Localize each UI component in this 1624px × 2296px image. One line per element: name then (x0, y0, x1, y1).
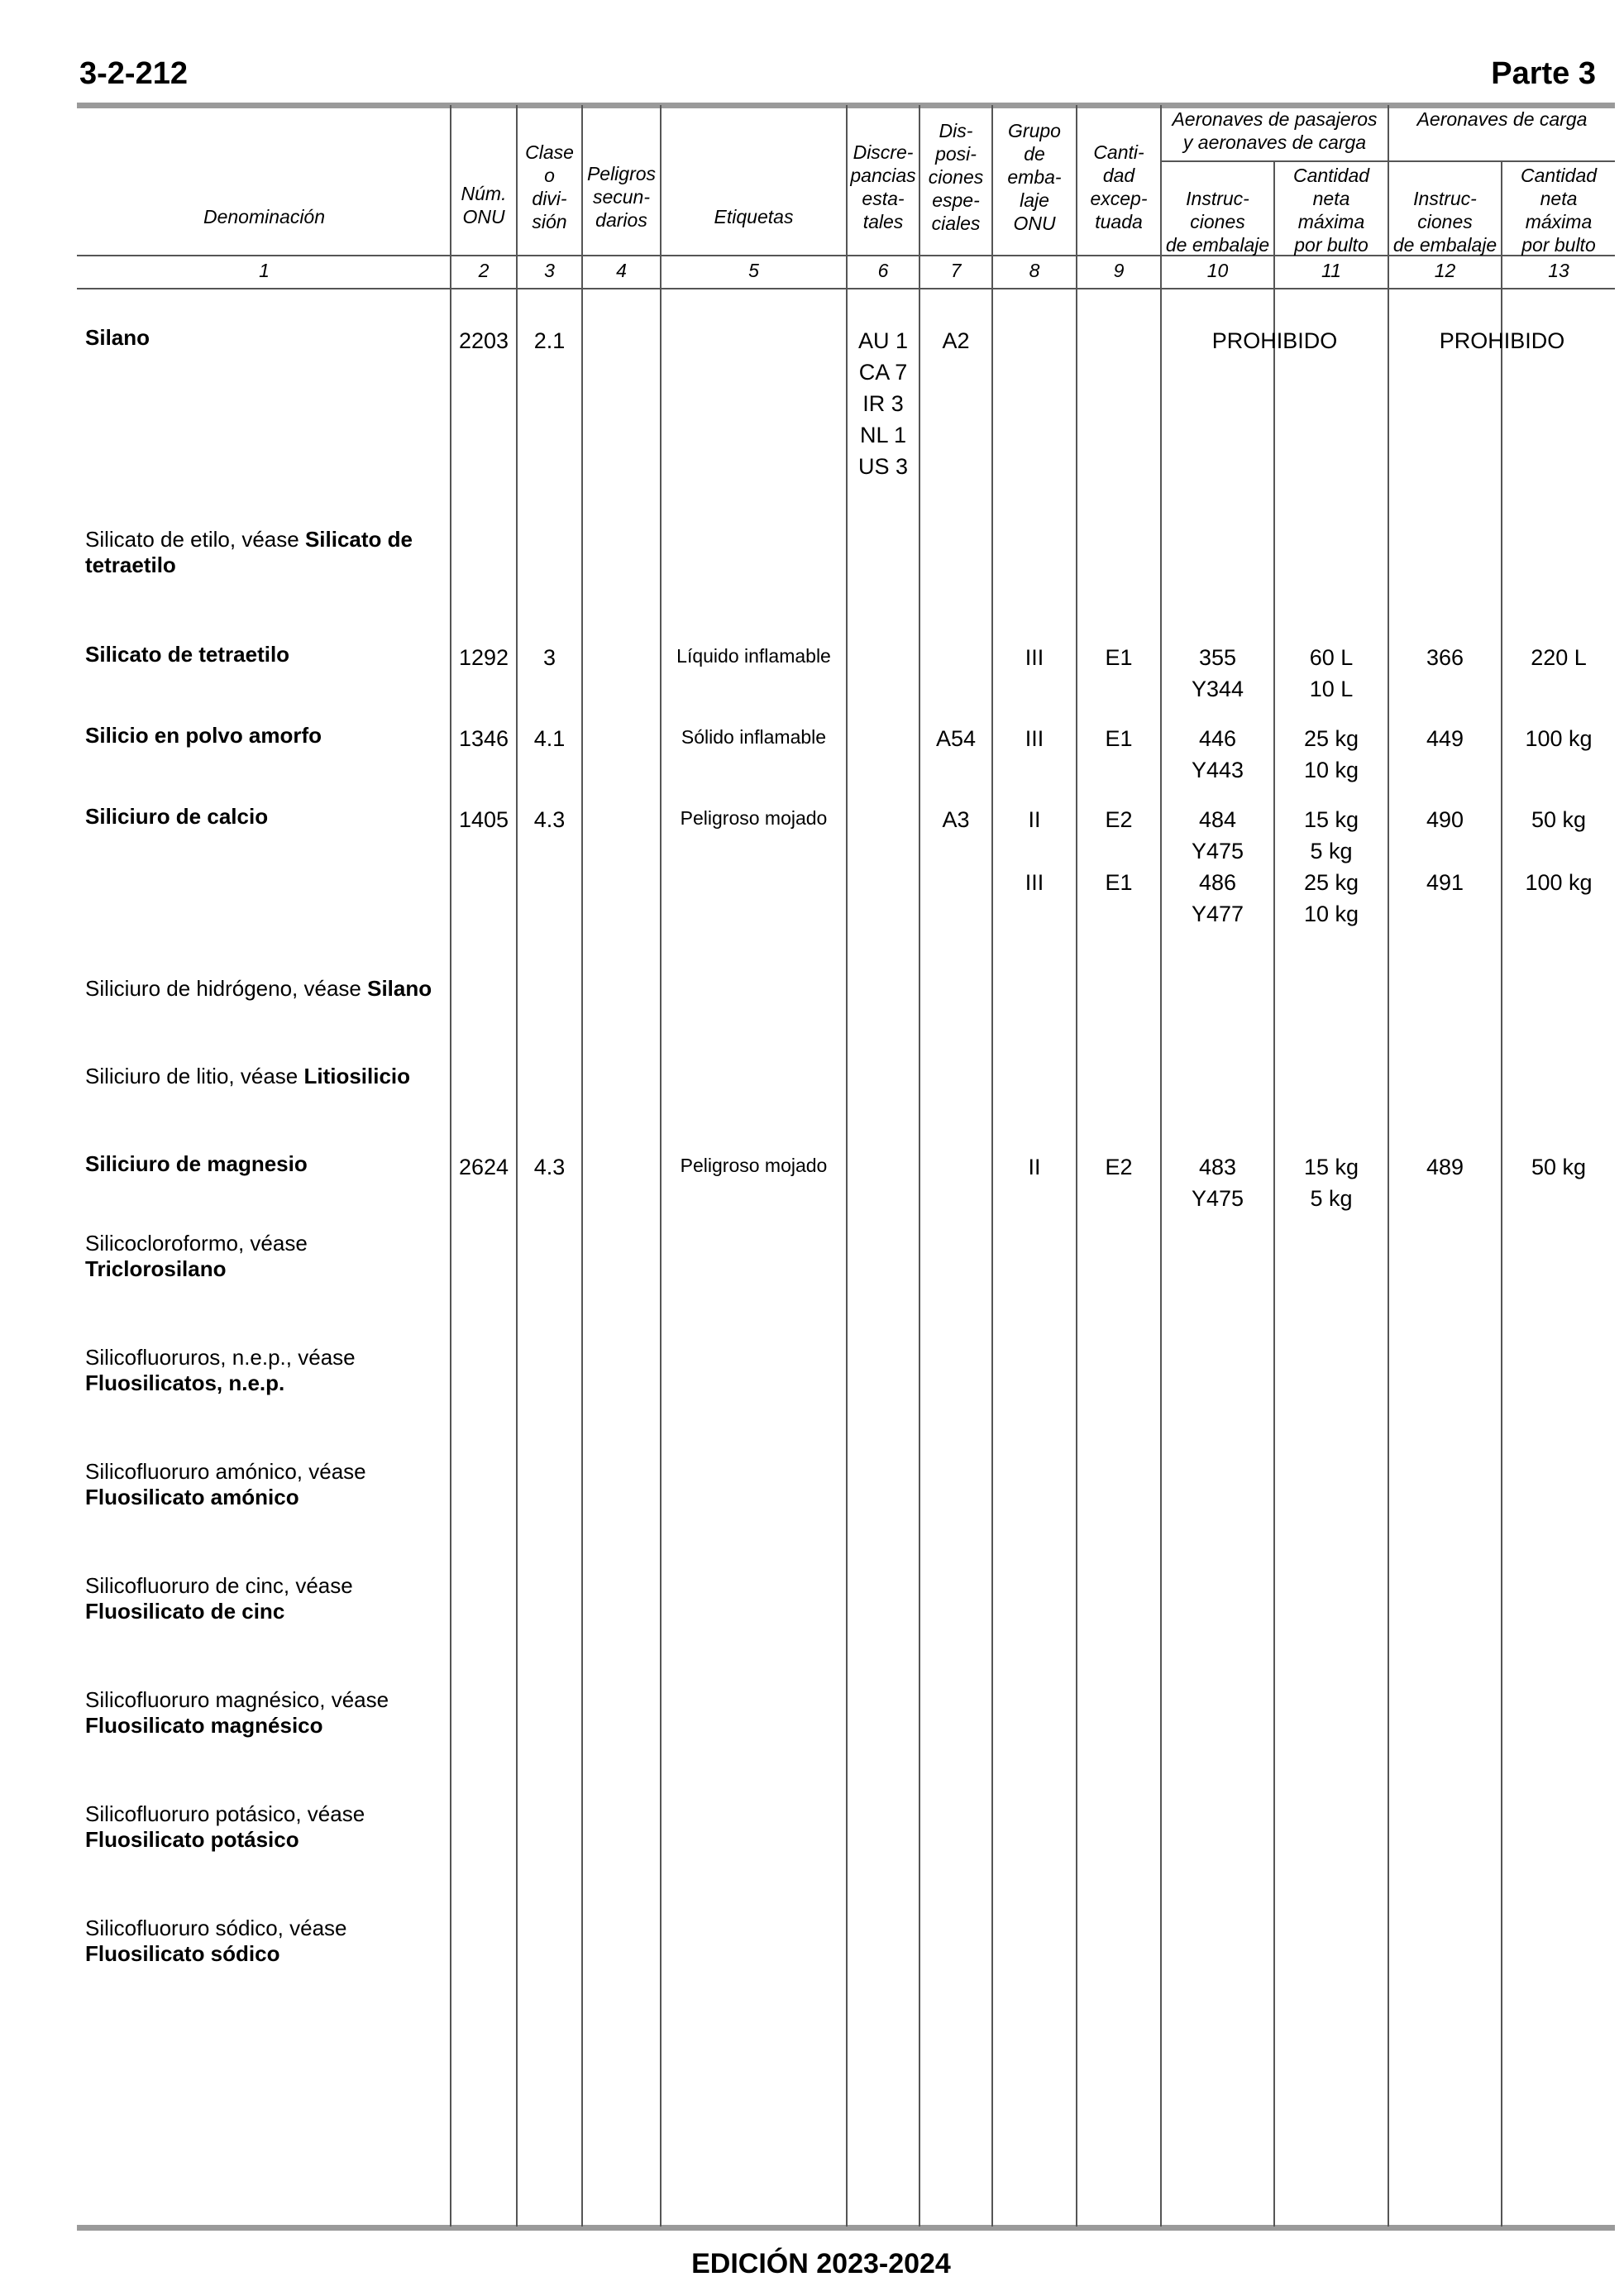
cross-reference: Silicofluoruro amónico, véase Fluosilicato amónico (85, 1459, 366, 1509)
header-group-carga: Aeronaves de carga (1416, 108, 1588, 130)
max-quantity-cargo: 220 L (1531, 645, 1587, 670)
part-title: Parte 3 (1491, 56, 1596, 91)
entry-name: Silano (85, 325, 150, 350)
prohibited-passenger: PROHIBIDO (1211, 328, 1338, 353)
edition-footer: EDICIÓN 2023-2024 (691, 2248, 951, 2279)
hazard-label: Peligroso mojado (680, 807, 828, 829)
header-cantidad-exceptuada: Canti- dad excep- tuada (1090, 141, 1148, 232)
un-number: 1292 (458, 645, 509, 670)
max-quantity-cargo: 50 kg (1531, 1155, 1587, 1179)
packing-instruction-pax: 446 Y443 (1191, 726, 1244, 782)
cross-reference: Silicofluoruro potásico, véase Fluosilicato potásico (85, 1801, 365, 1852)
cross-reference: Silicofluoruro magnésico, véase Fluosilicato magnésico (85, 1687, 389, 1738)
hazard-label: Líquido inflamable (676, 645, 831, 667)
header-disposiciones: Dis- posi- ciones espe- ciales (928, 120, 984, 234)
cross-reference: Silicofluoruros, n.e.p., véase Fluosilicatos, n.e.p. (85, 1345, 356, 1395)
header-cantidad-carga: Cantidad neta máxima por bulto (1520, 165, 1598, 256)
packing-group: III (1025, 645, 1044, 670)
cross-reference: Silicocloroformo, véase Triclorosilano (85, 1231, 308, 1281)
packing-instruction-cargo: 489 (1426, 1155, 1464, 1179)
header-peligros: Peligros secun- darios (586, 163, 657, 231)
packing-instruction-pax: 483 Y475 (1191, 1155, 1244, 1211)
header-instrucciones-pax: Instruc- ciones de embalaje (1165, 188, 1270, 256)
hazard-label: Peligroso mojado (680, 1155, 828, 1176)
header-etiquetas: Etiquetas (714, 206, 794, 227)
un-number: 2624 (458, 1155, 509, 1179)
cross-reference: Silicofluoruro sódico, véase Fluosilicato sódico (85, 1916, 347, 1966)
hazard-label: Sólido inflamable (681, 726, 827, 748)
entry-name: Siliciuro de calcio (85, 804, 269, 829)
entry-name: Silicato de tetraetilo (85, 642, 290, 667)
packing-instruction-cargo: 449 (1426, 726, 1464, 751)
excepted-quantity: E1 (1105, 726, 1133, 751)
un-number: 1346 (458, 726, 509, 751)
header-clase: Clase o divi- sión (525, 141, 574, 232)
max-quantity-pax: 15 kg 5 kg 25 kg 10 kg (1303, 807, 1359, 926)
special-provisions: A2 (942, 328, 970, 353)
packing-instruction-pax: 355 Y344 (1191, 645, 1244, 701)
prohibited-cargo: PROHIBIDO (1439, 328, 1565, 353)
packing-instruction-pax: 484 Y475 486 Y477 (1191, 807, 1244, 926)
header-num-onu: Núm. ONU (461, 183, 507, 227)
state-discrepancies: AU 1 CA 7 IR 3 NL 1 US 3 (857, 328, 909, 479)
header-discrepancias: Discre- pancias esta- tales (850, 141, 916, 232)
packing-instruction-cargo: 366 (1426, 645, 1464, 670)
page-number: 3-2-212 (79, 56, 188, 91)
un-number: 2203 (458, 328, 509, 353)
max-quantity-pax: 60 L 10 L (1309, 645, 1354, 701)
class-division: 4.3 (533, 807, 566, 832)
class-division: 4.1 (533, 726, 566, 751)
header-group-pasajeros: Aeronaves de pasajeros y aeronaves de carga (1172, 108, 1378, 153)
packing-group: II (1028, 1155, 1041, 1179)
special-provisions: A54 (935, 726, 977, 751)
un-number: 1405 (458, 807, 509, 832)
special-provisions: A3 (942, 807, 970, 832)
cross-reference: Silicato de etilo, véase Silicato de tetraetilo (85, 527, 413, 577)
excepted-quantity: E2 E1 (1105, 807, 1133, 895)
class-division: 4.3 (533, 1155, 566, 1179)
cross-reference: Siliciuro de hidrógeno, véase Silano (85, 976, 432, 1001)
max-quantity-cargo: 50 kg 100 kg (1525, 807, 1593, 895)
header-instrucciones-carga: Instruc- ciones de embalaje (1392, 188, 1497, 256)
class-division: 2.1 (533, 328, 566, 353)
max-quantity-cargo: 100 kg (1525, 726, 1593, 751)
cross-reference: Siliciuro de litio, véase Litiosilicio (85, 1064, 411, 1088)
excepted-quantity: E1 (1105, 645, 1133, 670)
header-grupo-embalaje: Grupo de emba- laje ONU (1007, 120, 1062, 234)
header-cantidad-pax: Cantidad neta máxima por bulto (1292, 165, 1370, 256)
max-quantity-pax: 15 kg 5 kg (1303, 1155, 1359, 1211)
header-denominacion: Denominación (203, 206, 326, 227)
entry-name: Silicio en polvo amorfo (85, 723, 322, 748)
excepted-quantity: E2 (1105, 1155, 1133, 1179)
packing-instruction-cargo: 490 491 (1426, 807, 1464, 895)
cross-reference: Silicofluoruro de cinc, véase Fluosilicato de cinc (85, 1573, 353, 1624)
packing-group: II III (1025, 807, 1044, 895)
packing-group: III (1025, 726, 1044, 751)
class-division: 3 (542, 645, 556, 670)
entry-name: Siliciuro de magnesio (85, 1151, 308, 1176)
max-quantity-pax: 25 kg 10 kg (1303, 726, 1359, 782)
